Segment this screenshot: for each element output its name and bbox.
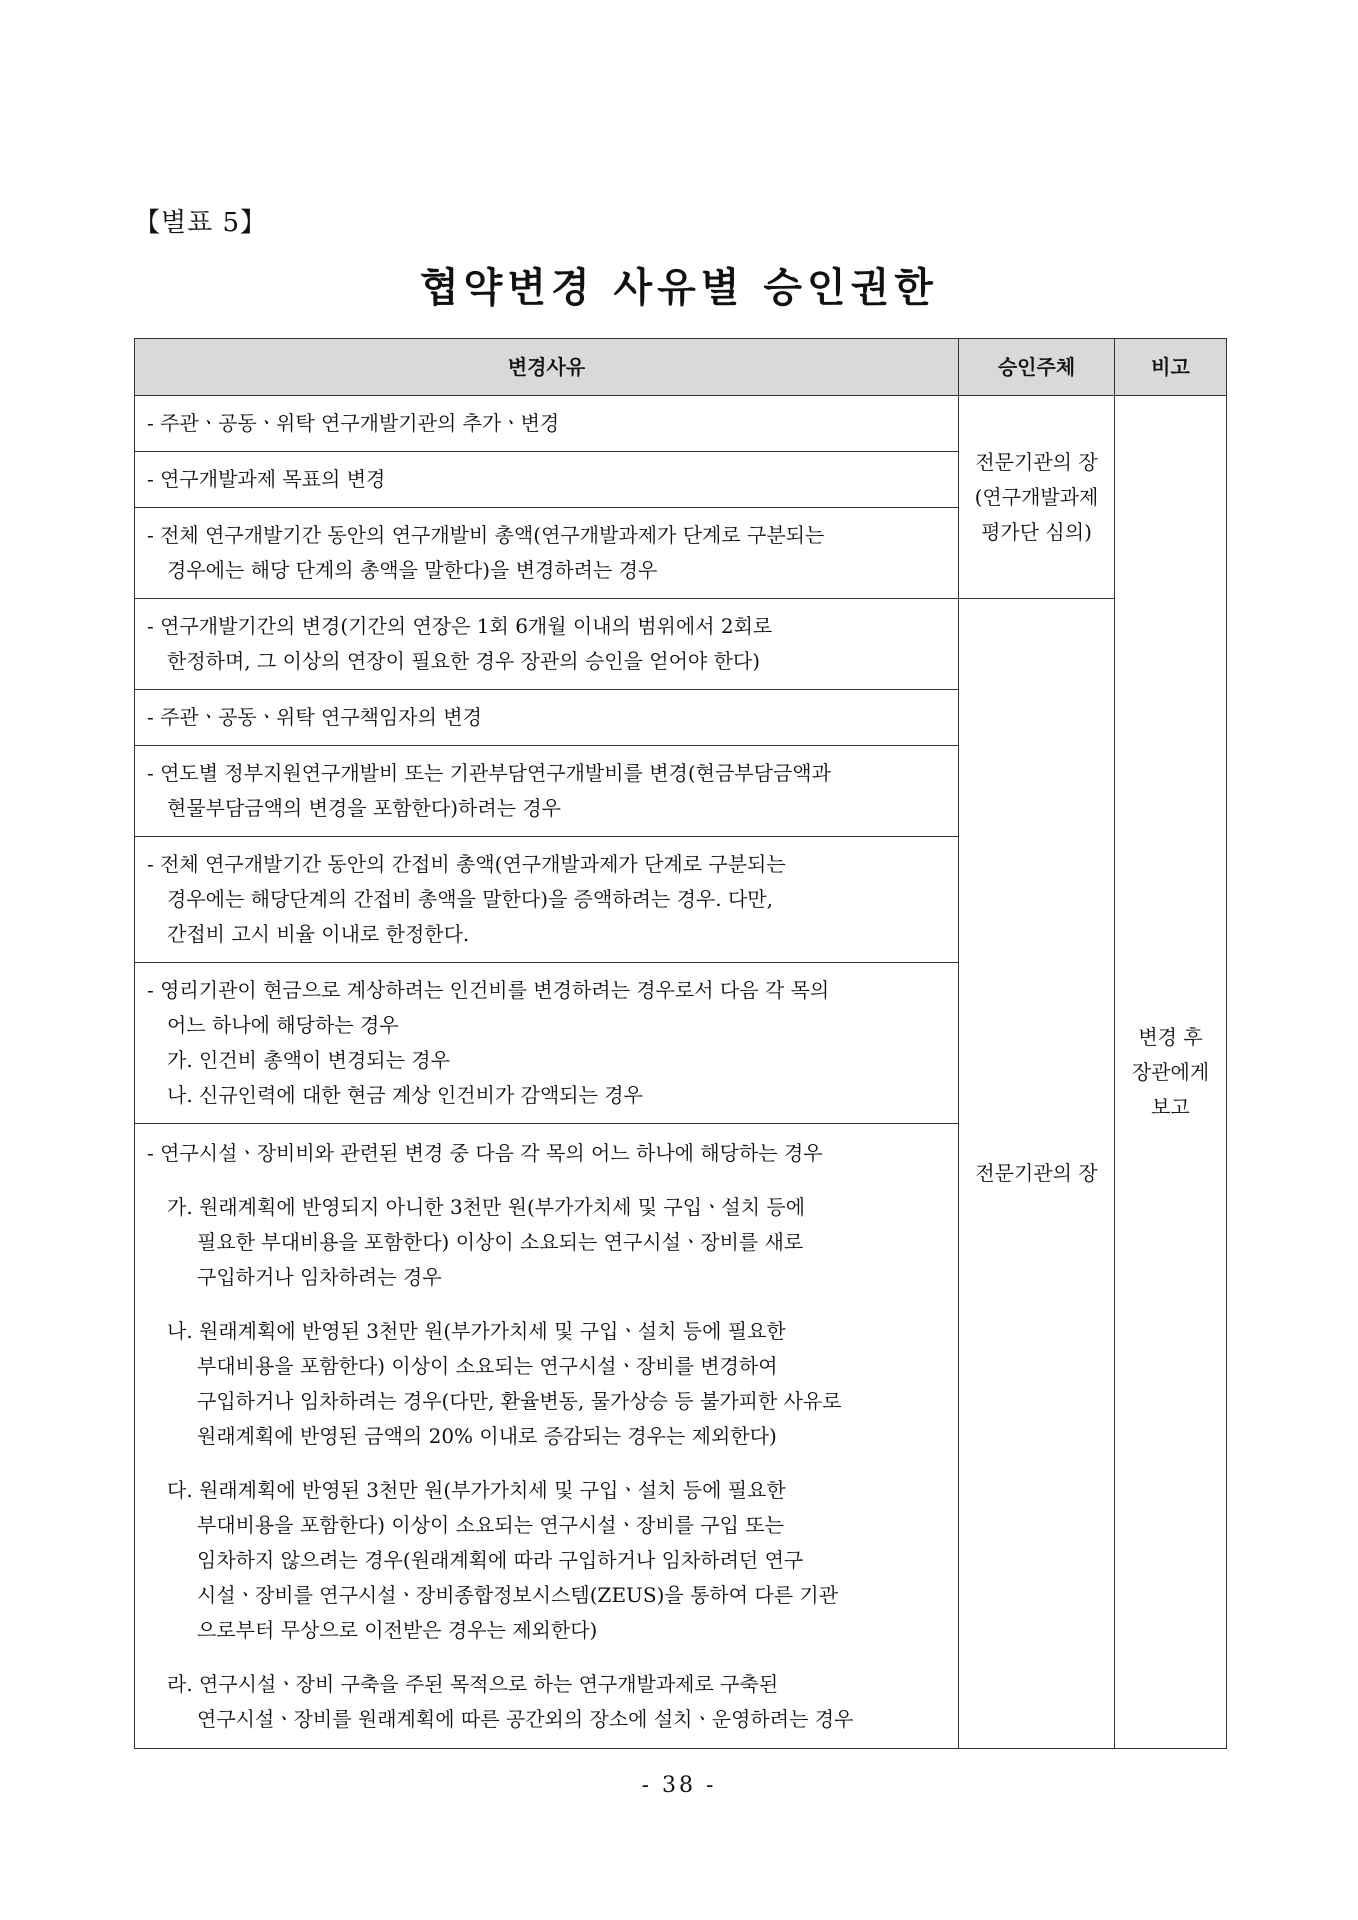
- sub-item-ra: [147, 1667, 950, 1737]
- table-row: [135, 396, 1227, 452]
- approver-cell-group2: [959, 599, 1115, 1749]
- reason-line: 라. 연구시설ㆍ장비 구축을 주된 목적으로 하는 연구개발과제로 구축된: [167, 1671, 779, 1696]
- sub-item-na: [147, 1314, 950, 1454]
- note-cell: [1115, 396, 1227, 1749]
- document-title: 협약변경 사유별 승인권한: [420, 265, 938, 311]
- approval-authority-table: [134, 338, 1227, 1749]
- table-row: [135, 599, 1227, 690]
- reason-cell: [135, 1124, 959, 1749]
- reason-line: - 전체 연구개발기간 동안의 연구개발비 총액(연구개발과제가 단계로 구분되는: [147, 523, 825, 547]
- approver-line: 평가단 심의): [981, 519, 1092, 544]
- reason-line: 임차하지 않으려는 경우(원래계획에 따라 구입하거나 임차하려던 연구: [197, 1547, 804, 1572]
- page-number: - 38 -: [641, 1773, 717, 1798]
- reason-cell: [135, 599, 959, 690]
- reason-line: - 주관ㆍ공동ㆍ위탁 연구개발기관의 추가ㆍ변경: [147, 411, 560, 435]
- reason-line: - 주관ㆍ공동ㆍ위탁 연구책임자의 변경: [147, 705, 482, 729]
- reason-line: 어느 하나에 해당하는 경우: [167, 1013, 399, 1037]
- note-line: 장관에게: [1131, 1059, 1210, 1084]
- table-header-row: [135, 339, 1227, 396]
- reason-line: 경우에는 해당단계의 간접비 총액을 말한다)을 증액하려는 경우. 다만,: [167, 887, 773, 911]
- reason-cell: [135, 396, 959, 452]
- annex-label: 【별표 5】: [134, 208, 268, 238]
- header-note: 비고: [1115, 339, 1227, 396]
- approver-line: 전문기관의 장: [975, 449, 1098, 474]
- reason-line: 현물부담금액의 변경을 포함한다)하려는 경우: [167, 796, 561, 820]
- note-line: 변경 후: [1138, 1024, 1203, 1049]
- reason-line: - 연구시설ㆍ장비비와 관련된 변경 중 다음 각 목의 어느 하나에 해당하는 경우: [147, 1140, 823, 1165]
- header-approver: 승인주체: [959, 339, 1115, 396]
- reason-line: - 연구개발과제 목표의 변경: [147, 467, 386, 491]
- reason-line: 나. 신규인력에 대한 현금 계상 인건비가 감액되는 경우: [167, 1083, 643, 1107]
- reason-line: 구입하거나 임차하려는 경우(다만, 환율변동, 물가상승 등 불가피한 사유로: [197, 1388, 842, 1413]
- reason-line: 으로부터 무상으로 이전받은 경우는 제외한다): [197, 1617, 598, 1642]
- reason-line: - 전체 연구개발기간 동안의 간접비 총액(연구개발과제가 단계로 구분되는: [147, 852, 786, 876]
- reason-cell: [135, 452, 959, 508]
- reason-line: - 영리기관이 현금으로 계상하려는 인건비를 변경하려는 경우로서 다음 각 목의: [147, 978, 830, 1002]
- note-line: 보고: [1151, 1094, 1190, 1119]
- reason-cell: [135, 746, 959, 837]
- reason-line: 부대비용을 포함한다) 이상이 소요되는 연구시설ㆍ장비를 구입 또는: [197, 1512, 784, 1537]
- approver-line: 전문기관의 장: [975, 1161, 1098, 1185]
- reason-cell: [135, 690, 959, 746]
- reason-line: 한정하며, 그 이상의 연장이 필요한 경우 장관의 승인을 얻어야 한다): [167, 649, 761, 673]
- reason-line: - 연도별 정부지원연구개발비 또는 기관부담연구개발비를 변경(현금부담금액과: [147, 761, 831, 785]
- reason-line: 경우에는 해당 단계의 총액을 말한다)을 변경하려는 경우: [167, 558, 658, 582]
- sub-item-da: [147, 1473, 950, 1648]
- reason-line: - 연구개발기간의 변경(기간의 연장은 1회 6개월 이내의 범위에서 2회로: [147, 614, 773, 638]
- header-reason: 변경사유: [135, 339, 959, 396]
- reason-line: 다. 원래계획에 반영된 3천만 원(부가가치세 및 구입ㆍ설치 등에 필요한: [167, 1477, 786, 1502]
- approver-cell-group1: [959, 396, 1115, 599]
- reason-cell: [135, 963, 959, 1124]
- reason-line: 가. 인건비 총액이 변경되는 경우: [167, 1048, 450, 1072]
- approver-line: (연구개발과제: [974, 484, 1099, 509]
- reason-line: 가. 원래계획에 반영되지 아니한 3천만 원(부가가치세 및 구입ㆍ설치 등에: [167, 1194, 806, 1219]
- reason-line: 연구시설ㆍ장비를 원래계획에 따른 공간외의 장소에 설치ㆍ운영하려는 경우: [197, 1706, 854, 1731]
- reason-line: 시설ㆍ장비를 연구시설ㆍ장비종합정보시스템(ZEUS)을 통하여 다른 기관: [197, 1582, 839, 1607]
- reason-line: 원래계획에 반영된 금액의 20% 이내로 증감되는 경우는 제외한다): [197, 1423, 777, 1448]
- reason-cell: [135, 837, 959, 963]
- reason-line: 부대비용을 포함한다) 이상이 소요되는 연구시설ㆍ장비를 변경하여: [197, 1353, 778, 1378]
- reason-line: 필요한 부대비용을 포함한다) 이상이 소요되는 연구시설ㆍ장비를 새로: [197, 1229, 804, 1254]
- reason-cell: [135, 508, 959, 599]
- reason-line: 구입하거나 임차하려는 경우: [197, 1264, 442, 1289]
- sub-item-ga: [147, 1190, 950, 1295]
- reason-line: 간접비 고시 비율 이내로 한정한다.: [167, 922, 470, 946]
- reason-line: 나. 원래계획에 반영된 3천만 원(부가가치세 및 구입ㆍ설치 등에 필요한: [167, 1318, 786, 1343]
